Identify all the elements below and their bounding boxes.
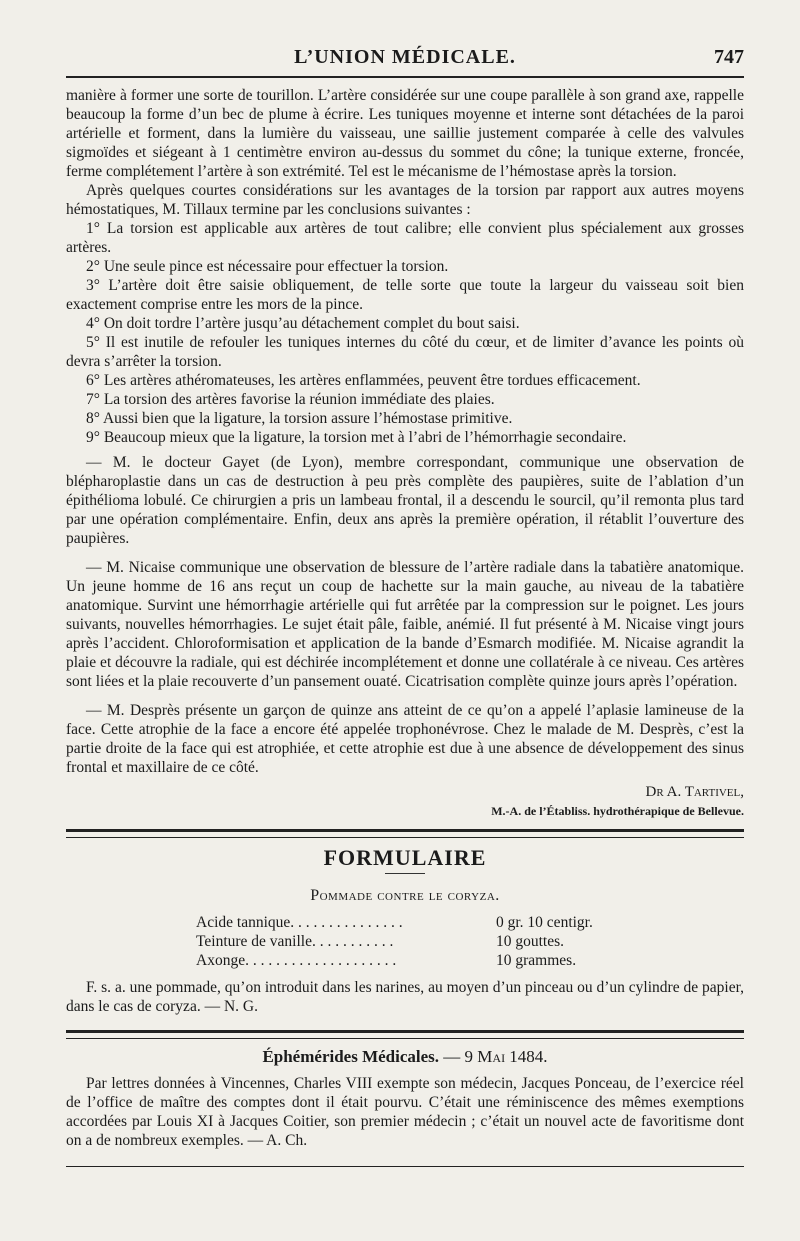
article-body (66, 86, 744, 1167)
recipe-title: Pommade contre le coryza. (310, 887, 500, 904)
ephemerides-date: — 9 Mai 1484. (443, 1047, 548, 1066)
conclusion-item: 5° Il est inutile de refouler les tuniques internes du côté du cœur, et de limiter d’avance les points où devra s’arrêter la torsion. (66, 334, 744, 370)
ingredient-name: Acide tannique. . . . . . . . . . . . . . . (196, 914, 403, 931)
conclusion-item: 6° Les artères athéromateuses, les artères enflammées, peuvent être tordues efficacement. (86, 372, 641, 389)
section-divider (66, 829, 744, 838)
signature-name: Dr A. Tartivel, (645, 784, 744, 800)
recipe-row (196, 913, 676, 932)
header-rule (66, 76, 744, 78)
journal-title: L’UNION MÉDICALE. (294, 46, 516, 68)
page-header (66, 40, 744, 76)
ephemerides-heading: Éphémérides Médicales. (262, 1047, 440, 1066)
ingredient-name: Axonge. . . . . . . . . . . . . . . . . . . . (196, 952, 397, 969)
conclusion-item: 9° Beaucoup mieux que la ligature, la torsion met à l’abri de l’hémorrhagie secondaire. (86, 429, 627, 446)
formulaire-heading: FORMULAIRE (323, 845, 487, 870)
paragraph-gayet: — M. le docteur Gayet (de Lyon), membre correspondant, communique une observation de blépharoplastie dans un cas de destruction à peu près complète des paupières, suite de l’ablation d’un épithélioma lobulé. Ce chirurgien a pris un lambeau frontal, il a descendu le sourcil, qu’il remonta plus tard par une opération complémentaire. Enfin, deux ans après la première opération, il rétablit l’ouverture des paupières. (66, 454, 744, 547)
section-divider (66, 1030, 744, 1039)
paragraph-conclusions-intro: Après quelques courtes considérations sur les avantages de la torsion par rapport aux autres moyens hémostatiques, M. Tillaux termine par les conclusions suivantes : (66, 182, 744, 218)
recipe-list (196, 913, 676, 970)
recipe-row (196, 951, 676, 970)
ingredient-name: Teinture de vanille. . . . . . . . . . . (196, 933, 394, 950)
conclusion-item: 3° L’artère doit être saisie obliquement, de telle sorte que toute la largeur du vaisseau soit bien exactement comprise entre les mors de la pince. (66, 277, 744, 313)
ingredient-qty: 10 grammes. (496, 952, 577, 969)
conclusion-item: 2° Une seule pince est nécessaire pour effectuer la torsion. (86, 258, 449, 275)
paragraph-despres: — M. Desprès présente un garçon de quinze ans atteint de ce qu’on a appelé l’aplasie lamineuse de la face. Cette atrophie de la face a encore été appelée trophonévrose. Chez le malade de M. Desprès, c’est la partie droite de la face qui est atrophiée, et cette atrophie est due à une absence de développement des sinus frontal et maxillaire de ce côté. (66, 702, 744, 776)
ephemerides-text: Par lettres données à Vincennes, Charles VIII exempte son médecin, Jacques Ponceau, de l’exercice réel de l’office de maître des comptes dont il était pourvu. C’était une réminiscence des mêmes exemptions accordées par Louis XI à Jacques Coitier, son premier médecin ; c’était un nouvel acte de favoritisme dont on a de nombreux exemples. — A. Ch. (66, 1075, 744, 1149)
ephemerides-heading-line (66, 1047, 744, 1066)
recipe-note: F. s. a. une pommade, qu’on introduit dans les narines, au moyen d’un pinceau ou d’un cylindre de papier, dans le cas de coryza. — N. G. (66, 979, 744, 1015)
ingredient-qty: 0 gr. 10 centigr. (496, 914, 593, 931)
signature-affiliation: M.-A. de l’Établiss. hydrothérapique de Bellevue. (491, 804, 744, 818)
paragraph-nicaise: — M. Nicaise communique une observation de blessure de l’artère radiale dans la tabatière anatomique. Un jeune homme de 16 ans reçut un coup de hachette sur la main gauche, au niveau de la tabatière anatomique. Survint une hémorrhagie artérielle qui fut arrêtée par la compression sur le poignet. Les jours suivants, nouvelles hémorrhagies. Le sujet était pâle, faible, anémié. Il fut présenté à M. Nicaise vingt jours après l’accident. Chloroformisation et application de la bande d’Esmarch modifiée. M. Nicaise agrandit la plaie et découvre la radiale, qui est déchirée incomplétement et donne une collatérale à ce niveau. Ces artères sont liées et la plaie recouverte d’un pansement ouaté. Cicatrisation complète quinze jours après l’opération. (66, 559, 744, 690)
recipe-row (196, 932, 676, 951)
short-divider (385, 873, 425, 874)
conclusion-item: 7° La torsion des artères favorise la réunion immédiate des plaies. (86, 391, 495, 408)
conclusion-item: 4° On doit tordre l’artère jusqu’au détachement complet du bout saisi. (86, 315, 520, 332)
conclusion-item: 1° La torsion est applicable aux artères de tout calibre; elle convient plus spécialement aux grosses artères. (66, 220, 744, 256)
paragraph-hemostase: manière à former une sorte de tourillon. L’artère considérée sur une coupe parallèle à son grand axe, rappelle beaucoup la forme d’un bec de plume à écrire. Les tuniques moyenne et interne sont détachées de la paroi artérielle et forment, dans la lumière du vaisseau, une saillie justement comparée à celle des valvules sigmoïdes et siégeant à 1 centimètre environ au-dessus du sommet du cône; la tunique externe, froncée, ferme complétement l’artère à son extrémité. Tel est le mécanisme de l’hémostase après la torsion. (66, 87, 744, 180)
ingredient-qty: 10 gouttes. (496, 933, 565, 950)
conclusion-item: 8° Aussi bien que la ligature, la torsion assure l’hémostase primitive. (86, 410, 513, 427)
page-number: 747 (714, 46, 744, 68)
footer-rule (66, 1166, 744, 1167)
